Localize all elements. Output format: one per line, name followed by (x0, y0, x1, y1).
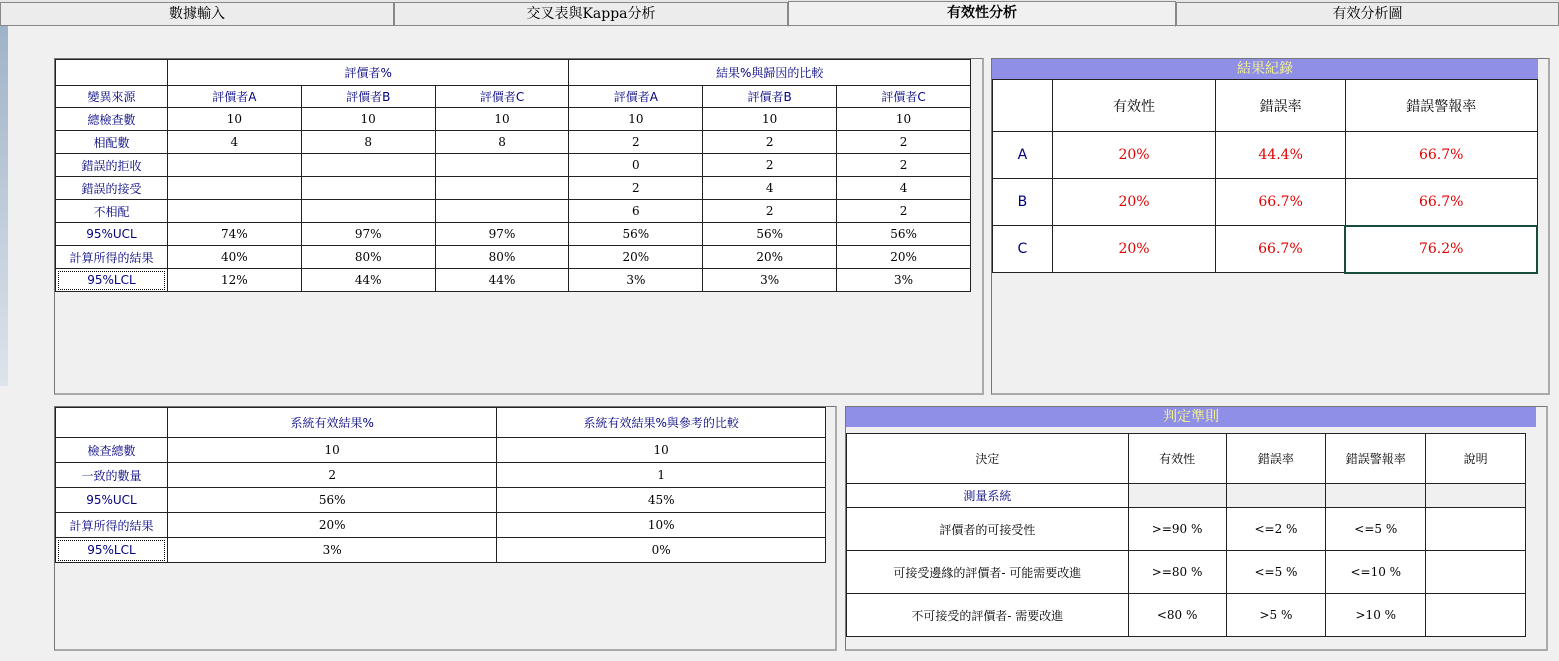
row-label: B (993, 179, 1053, 226)
tab-effectiveness-chart[interactable]: 有效分析圖 (1176, 2, 1559, 26)
results-table (992, 79, 1538, 274)
note-cell[interactable] (1426, 594, 1526, 637)
tab-effectiveness[interactable]: 有效性分析 (788, 1, 1176, 27)
system-rows (56, 438, 826, 563)
row-label[interactable]: 不相配 (56, 200, 168, 223)
table-row (56, 246, 971, 269)
data-cell[interactable]: 20% (167, 513, 496, 538)
col-header: 系統有效結果% (167, 408, 496, 438)
data-cell[interactable]: 0% (497, 538, 826, 563)
data-cell[interactable]: 56% (837, 223, 971, 246)
data-cell[interactable]: 3% (837, 269, 971, 292)
row-header-source: 變異來源 (56, 86, 168, 108)
result-cell[interactable]: 76.2% (1345, 226, 1537, 273)
table-row (56, 131, 971, 154)
data-cell[interactable] (435, 200, 569, 223)
result-cell[interactable]: 20% (1052, 132, 1216, 179)
data-cell[interactable]: 10 (167, 438, 496, 463)
data-cell[interactable]: 10 (569, 108, 703, 131)
table-row (56, 488, 826, 513)
group-header-appraiser: 評價者% (167, 60, 568, 86)
data-cell[interactable]: 2 (569, 131, 703, 154)
table-row (56, 223, 971, 246)
data-cell[interactable]: 1 (497, 463, 826, 488)
criteria-label: 評價者的可接受性 (847, 508, 1129, 551)
row-label[interactable]: 錯誤的拒收 (56, 154, 168, 177)
system-table (55, 407, 826, 563)
data-cell[interactable] (301, 177, 435, 200)
data-cell[interactable]: 3% (167, 538, 496, 563)
appraiser-rows (56, 108, 971, 292)
data-cell[interactable]: 3% (703, 269, 837, 292)
window-edge (0, 26, 8, 386)
col-header: 系統有效結果%與參考的比較 (497, 408, 826, 438)
data-cell[interactable]: 10 (301, 108, 435, 131)
tab-strip (0, 0, 1559, 26)
row-label[interactable]: 95%LCL (56, 269, 168, 292)
data-cell[interactable] (301, 154, 435, 177)
row-label: C (993, 226, 1053, 273)
criteria-table (846, 433, 1526, 637)
result-cell[interactable]: 66.7% (1345, 179, 1537, 226)
col-header: 評價者A (569, 86, 703, 108)
blank-cell (1128, 484, 1226, 508)
row-label[interactable]: 相配數 (56, 131, 168, 154)
data-cell[interactable]: 20% (837, 246, 971, 269)
note-cell[interactable] (1426, 551, 1526, 594)
table-row (993, 132, 1538, 179)
data-cell[interactable]: 74% (167, 223, 301, 246)
table-row (56, 269, 971, 292)
table-row (56, 177, 971, 200)
data-cell[interactable]: 56% (167, 488, 496, 513)
data-cell[interactable]: 2 (569, 177, 703, 200)
row-label[interactable]: 95%UCL (56, 488, 168, 513)
data-cell[interactable]: 10 (435, 108, 569, 131)
data-cell[interactable]: 40% (167, 246, 301, 269)
criteria-cell: <=10 % (1326, 551, 1426, 594)
appraiser-panel (54, 58, 984, 395)
tab-data-input[interactable]: 數據輸入 (0, 2, 394, 26)
col-header: 錯誤警報率 (1345, 80, 1537, 132)
data-cell[interactable]: 8 (435, 131, 569, 154)
data-cell[interactable]: 44% (301, 269, 435, 292)
data-cell[interactable]: 20% (569, 246, 703, 269)
data-cell[interactable]: 2 (703, 154, 837, 177)
table-row (993, 226, 1538, 273)
data-cell[interactable]: 10 (167, 108, 301, 131)
table-row (847, 508, 1526, 551)
results-panel (991, 58, 1550, 395)
appraiser-table (55, 59, 971, 292)
result-cell[interactable]: 20% (1052, 179, 1216, 226)
data-cell[interactable]: 2 (837, 200, 971, 223)
criteria-cell: >=90 % (1128, 508, 1226, 551)
data-cell[interactable]: 3% (569, 269, 703, 292)
data-cell[interactable]: 97% (301, 223, 435, 246)
corner-cell (56, 408, 168, 438)
data-cell[interactable]: 80% (435, 246, 569, 269)
data-cell[interactable]: 0 (569, 154, 703, 177)
criteria-cell: <=2 % (1226, 508, 1326, 551)
col-header: 評價者A (167, 86, 301, 108)
result-cell[interactable]: 66.7% (1216, 226, 1346, 273)
data-cell[interactable]: 80% (301, 246, 435, 269)
col-header: 說明 (1426, 434, 1526, 484)
data-cell[interactable]: 12% (167, 269, 301, 292)
result-cell[interactable]: 44.4% (1216, 132, 1346, 179)
criteria-rows (847, 508, 1526, 637)
criteria-panel (845, 406, 1548, 651)
table-row (56, 154, 971, 177)
table-row (56, 200, 971, 223)
col-header: 錯誤警報率 (1326, 434, 1426, 484)
results-title: 結果紀錄 (992, 59, 1538, 79)
result-cell[interactable]: 66.7% (1345, 132, 1537, 179)
row-label[interactable]: 總檢查數 (56, 108, 168, 131)
blank-cell (1426, 484, 1526, 508)
criteria-cell: >10 % (1326, 594, 1426, 637)
criteria-cell: <=5 % (1226, 551, 1326, 594)
note-cell[interactable] (1426, 508, 1526, 551)
data-cell[interactable]: 8 (301, 131, 435, 154)
data-cell[interactable] (167, 200, 301, 223)
data-cell[interactable]: 2 (703, 131, 837, 154)
group-header-comparison: 結果%與歸因的比較 (569, 60, 971, 86)
data-cell[interactable]: 97% (435, 223, 569, 246)
data-cell[interactable]: 20% (703, 246, 837, 269)
col-header: 評價者B (703, 86, 837, 108)
criteria-cell: >=80 % (1128, 551, 1226, 594)
criteria-cell: <80 % (1128, 594, 1226, 637)
col-header: 評價者C (435, 86, 569, 108)
row-label[interactable]: 一致的數量 (56, 463, 168, 488)
data-cell[interactable]: 10 (497, 438, 826, 463)
col-header-decision: 決定 (847, 434, 1129, 484)
data-cell[interactable]: 2 (837, 154, 971, 177)
col-header: 評價者B (301, 86, 435, 108)
data-cell[interactable]: 4 (703, 177, 837, 200)
subheader-measurement-system: 測量系統 (847, 484, 1129, 508)
table-row (56, 513, 826, 538)
table-row (56, 108, 971, 131)
col-header: 有效性 (1128, 434, 1226, 484)
tab-crosstab-kappa[interactable]: 交叉表與Kappa分析 (394, 2, 788, 26)
table-row (56, 538, 826, 563)
blank-cell (1326, 484, 1426, 508)
row-label[interactable]: 計算所得的結果 (56, 246, 168, 269)
table-row (993, 179, 1538, 226)
data-cell[interactable] (435, 177, 569, 200)
row-label[interactable]: 95%LCL (56, 538, 168, 563)
data-cell[interactable]: 4 (167, 131, 301, 154)
data-cell[interactable]: 4 (837, 177, 971, 200)
criteria-label: 可接受邊緣的評價者- 可能需要改進 (847, 551, 1129, 594)
data-cell[interactable]: 10 (837, 108, 971, 131)
result-cell[interactable]: 20% (1052, 226, 1216, 273)
data-cell[interactable] (167, 154, 301, 177)
criteria-cell: <=5 % (1326, 508, 1426, 551)
col-header: 錯誤率 (1216, 80, 1346, 132)
table-row (56, 438, 826, 463)
system-panel (54, 406, 837, 651)
data-cell[interactable]: 2 (167, 463, 496, 488)
row-label[interactable]: 錯誤的接受 (56, 177, 168, 200)
col-header: 有效性 (1052, 80, 1216, 132)
data-cell[interactable]: 2 (837, 131, 971, 154)
criteria-label: 不可接受的評價者- 需要改進 (847, 594, 1129, 637)
table-row (56, 463, 826, 488)
col-header: 錯誤率 (1226, 434, 1326, 484)
data-cell[interactable] (435, 154, 569, 177)
criteria-title: 判定準則 (846, 407, 1536, 427)
tab-divider (0, 25, 1559, 26)
data-cell[interactable] (167, 177, 301, 200)
corner-cell (993, 80, 1053, 132)
results-rows (993, 132, 1538, 273)
blank-cell (1226, 484, 1326, 508)
data-cell[interactable]: 2 (703, 200, 837, 223)
data-cell[interactable]: 56% (569, 223, 703, 246)
result-cell[interactable]: 66.7% (1216, 179, 1346, 226)
data-cell[interactable]: 45% (497, 488, 826, 513)
table-row (847, 594, 1526, 637)
row-label[interactable]: 95%UCL (56, 223, 168, 246)
data-cell[interactable]: 6 (569, 200, 703, 223)
table-row (847, 551, 1526, 594)
data-cell[interactable]: 56% (703, 223, 837, 246)
col-header: 評價者C (837, 86, 971, 108)
data-cell[interactable]: 10% (497, 513, 826, 538)
data-cell[interactable]: 10 (703, 108, 837, 131)
row-label[interactable]: 檢查總數 (56, 438, 168, 463)
data-cell[interactable]: 44% (435, 269, 569, 292)
criteria-cell: >5 % (1226, 594, 1326, 637)
row-label[interactable]: 計算所得的結果 (56, 513, 168, 538)
row-label: A (993, 132, 1053, 179)
data-cell[interactable] (301, 200, 435, 223)
corner-cell (56, 60, 168, 86)
